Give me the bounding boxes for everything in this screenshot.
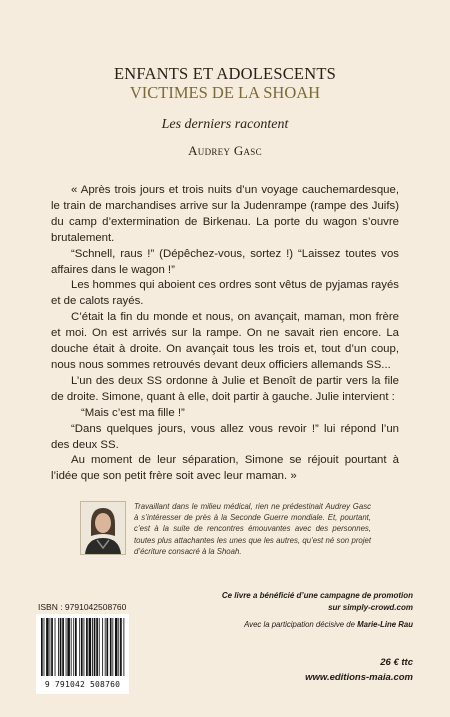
excerpt-paragraph: “Schnell, raus !” (Dépêchez-vous, sortez !) “Laissez toutes vos affaires dans le wagon !” <box>51 247 399 276</box>
author-name: Audrey Gasc <box>188 143 262 158</box>
promo-line: sur simply-crowd.com <box>328 603 413 612</box>
author-bio: Travaillant dans le milieu médical, rien ne prédestinait Audrey Gasc à s’intéresser de près à la Seconde Guerre mondiale. Et, pourtant, c’est à la suite de rencontres émouvantes avec des personnes, toutes plus attachantes les unes que les autres, qu’est né son projet d’écriture consacré à la Shoah. <box>134 502 371 556</box>
publisher-website: www.editions-maia.com <box>305 672 413 683</box>
excerpt <box>51 183 399 485</box>
book-title: Les derniers racontent <box>161 117 289 132</box>
excerpt-paragraph: L’un des deux SS ordonne à Julie et Benoît de partir vers la file de droite. Simone, quant à elle, doit partir à gauche. Julie intervient : <box>51 374 399 403</box>
excerpt-paragraph: « Après trois jours et trois nuits d’un voyage cauchemardesque, le train de marchandises arrive sur la Judenrampe (rampe des Juifs) du camp d’extermination de Birkenau. La porte du wagon s’ouvre brutalement. <box>51 184 399 244</box>
cover-title-block <box>0 64 450 159</box>
author-portrait-icon <box>81 502 125 554</box>
series-title: ENFANTS ET ADOLESCENTS <box>114 64 336 83</box>
isbn-label: ISBN : 9791042508760 <box>38 602 127 612</box>
partner-prefix: Avec la participation décisive de <box>244 620 358 629</box>
excerpt-paragraph: Les hommes qui aboient ces ordres sont vêtus de pyjamas rayés et de calots rayés. <box>51 279 399 308</box>
excerpt-paragraph: “Dans quelques jours, vous allez vous revoir !” lui répond l’un des deux SS. <box>51 422 399 451</box>
partner-credit <box>163 620 413 629</box>
price: 26 € ttc <box>380 657 413 668</box>
promo-line: Ce livre a bénéficié d’une campagne de promotion <box>221 591 413 600</box>
promo-text <box>183 590 413 614</box>
author-photo <box>80 501 126 555</box>
excerpt-paragraph: “Mais c’est ma fille !” <box>81 406 185 419</box>
isbn-digits: 9 791042 508760 <box>36 680 129 689</box>
partner-name: Marie-Line Rau <box>357 620 413 629</box>
excerpt-paragraph: Au moment de leur séparation, Simone se réjouit pourtant à l’idée que son petit frère soit avec leur maman. » <box>51 454 399 483</box>
barcode-icon <box>36 614 129 680</box>
excerpt-paragraph: C’était la fin du monde et nous, on avançait, maman, mon frère et moi. On est arrivés sur la rampe. On ne savait rien encore. La douche était à droite. On avançait tous les trois et, tout d’un coup, nous nous sommes retrouvés devant deux officiers allemands SS... <box>51 311 399 371</box>
series-subtitle: VICTIMES DE LA SHOAH <box>129 83 321 102</box>
